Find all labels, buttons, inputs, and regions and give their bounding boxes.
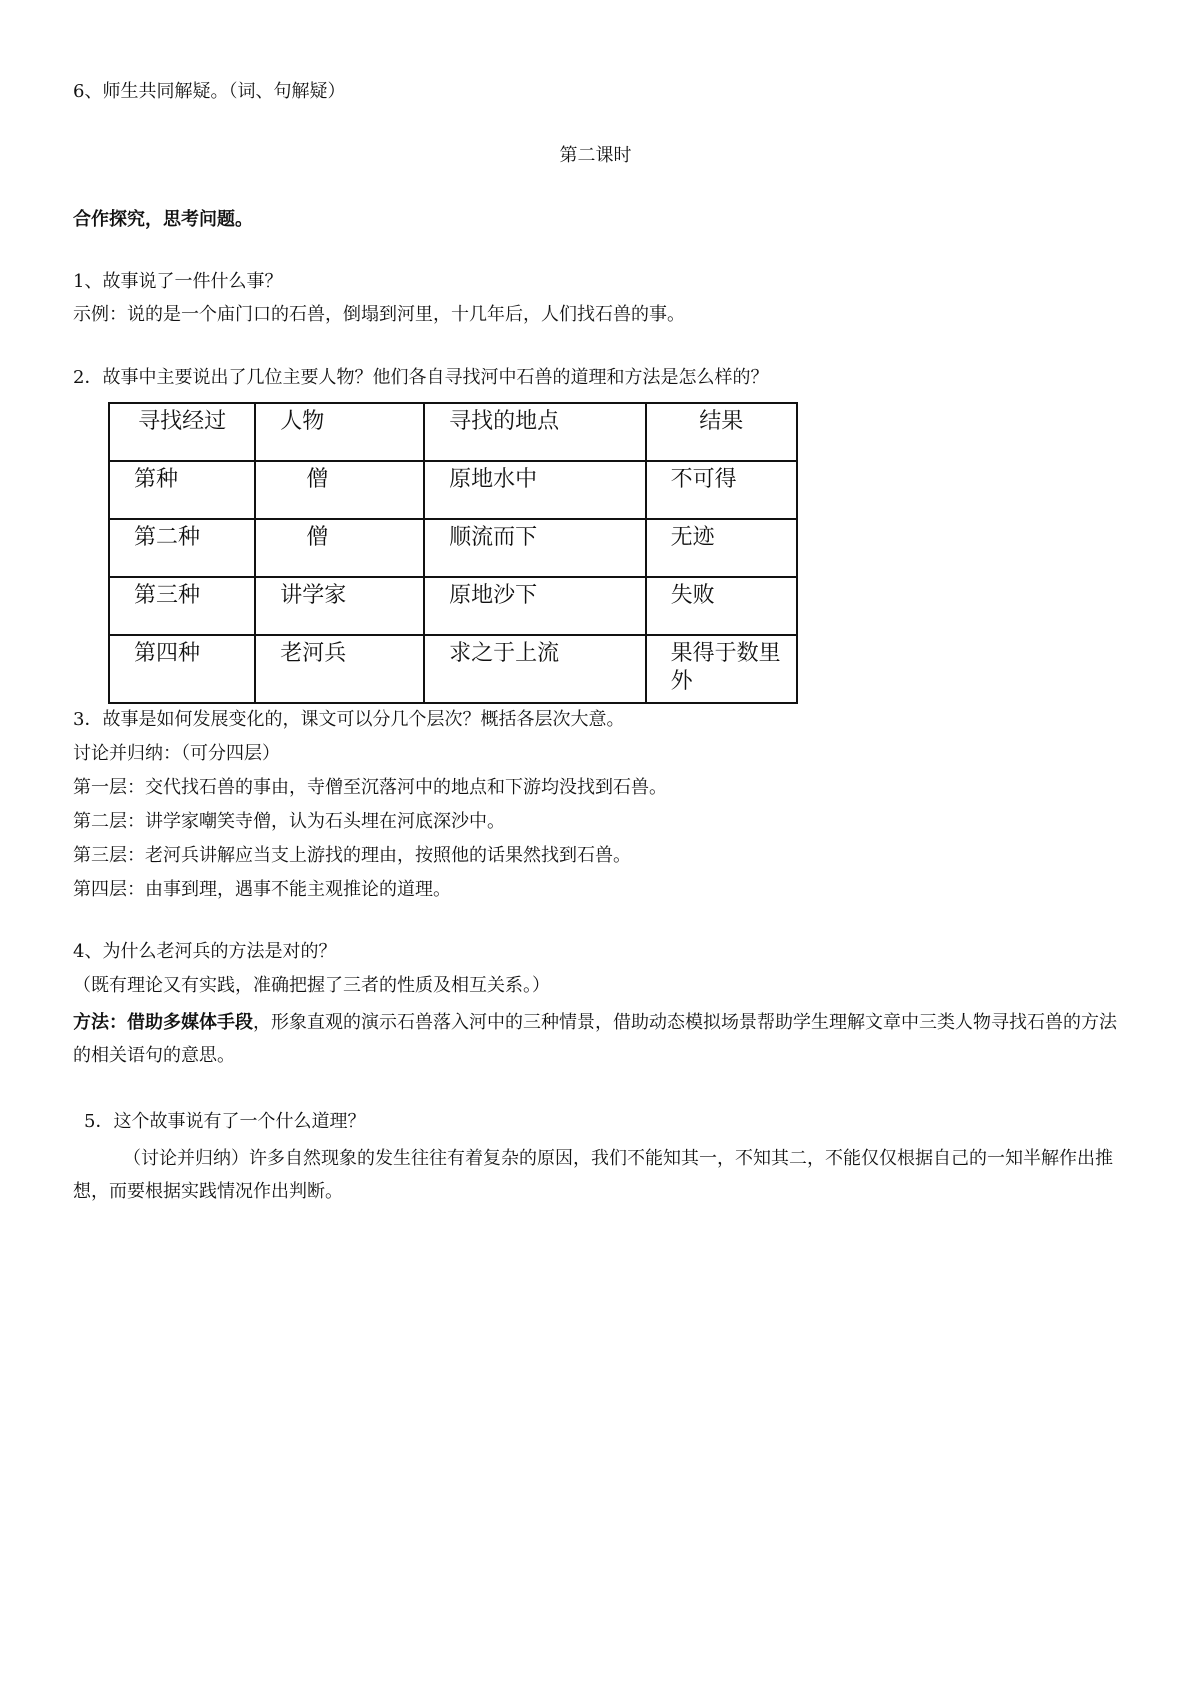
table-cell: 第种	[109, 461, 255, 519]
table-cell: 果得于数里外	[646, 635, 797, 703]
table-cell: 僧	[255, 519, 424, 577]
table-cell: 老河兵	[255, 635, 424, 703]
question-3: 3．故事是如何发展变化的，课文可以分几个层次？概括各层次大意。	[73, 709, 625, 730]
table-header-row	[109, 403, 797, 461]
question-4: 4、为什么老河兵的方法是对的？	[73, 941, 337, 962]
table-cell: 原地水中	[424, 461, 645, 519]
table-row	[109, 519, 797, 577]
answer-5: （讨论并归纳）许多自然现象的发生往往有着复杂的原因，我们不能知其一，不知其二，不能仅仅根据自己的一知半解作出推想，而要根据实践情况作出判断。	[73, 1148, 1113, 1202]
layer-4: 第四层：由事到理，遇事不能主观推论的道理。	[73, 879, 451, 900]
step-6-text: 6、师生共同解疑。（词、句解疑）	[73, 81, 346, 102]
table-row	[109, 577, 797, 635]
table-cell: 第三种	[109, 577, 255, 635]
answer-3-intro: 讨论并归纳：（可分四层）	[73, 743, 280, 764]
method-paragraph	[73, 1006, 1118, 1072]
table-row	[109, 461, 797, 519]
table-header-cell: 人物	[255, 403, 424, 461]
table-cell: 第二种	[109, 519, 255, 577]
lesson-title: 第二课时	[559, 145, 632, 166]
table-cell: 第四种	[109, 635, 255, 703]
table-header-cell: 结果	[646, 403, 797, 461]
search-methods-table	[108, 402, 798, 704]
section-heading: 合作探究，思考问题。	[73, 209, 253, 230]
layer-2: 第二层：讲学家嘲笑寺僧，认为石头埋在河底深沙中。	[73, 811, 505, 832]
table-cell: 失败	[646, 577, 797, 635]
question-5: 5．这个故事说有了一个什么道理？	[84, 1111, 366, 1132]
question-2: 2．故事中主要说出了几位主要人物？他们各自寻找河中石兽的道理和方法是怎么样的？	[73, 367, 769, 388]
answer-4: （既有理论又有实践，准确把握了三者的性质及相互关系。）	[73, 975, 550, 996]
table-header-cell: 寻找的地点	[424, 403, 645, 461]
table-cell: 顺流而下	[424, 519, 645, 577]
question-1: 1、故事说了一件什么事？	[73, 271, 283, 292]
table-cell: 讲学家	[255, 577, 424, 635]
table-cell: 僧	[255, 461, 424, 519]
answer-1: 示例：说的是一个庙门口的石兽，倒塌到河里，十几年后，人们找石兽的事。	[73, 304, 685, 325]
table-cell: 无迹	[646, 519, 797, 577]
method-text: ，形象直观的演示石兽落入河中的三种情景，借助动态模拟场景帮助学生理解文章中三类人物寻找石兽的方法的相关语句的意思。	[73, 1012, 1117, 1066]
layer-1: 第一层：交代找石兽的事由，寺僧至沉落河中的地点和下游均没找到石兽。	[73, 777, 667, 798]
table-row	[109, 635, 797, 703]
table-cell: 求之于上流	[424, 635, 645, 703]
table-header-cell: 寻找经过	[109, 403, 255, 461]
layer-3: 第三层：老河兵讲解应当支上游找的理由，按照他的话果然找到石兽。	[73, 845, 631, 866]
table-cell: 不可得	[646, 461, 797, 519]
table-cell: 原地沙下	[424, 577, 645, 635]
method-label: 方法：借助多媒体手段	[73, 1012, 253, 1033]
